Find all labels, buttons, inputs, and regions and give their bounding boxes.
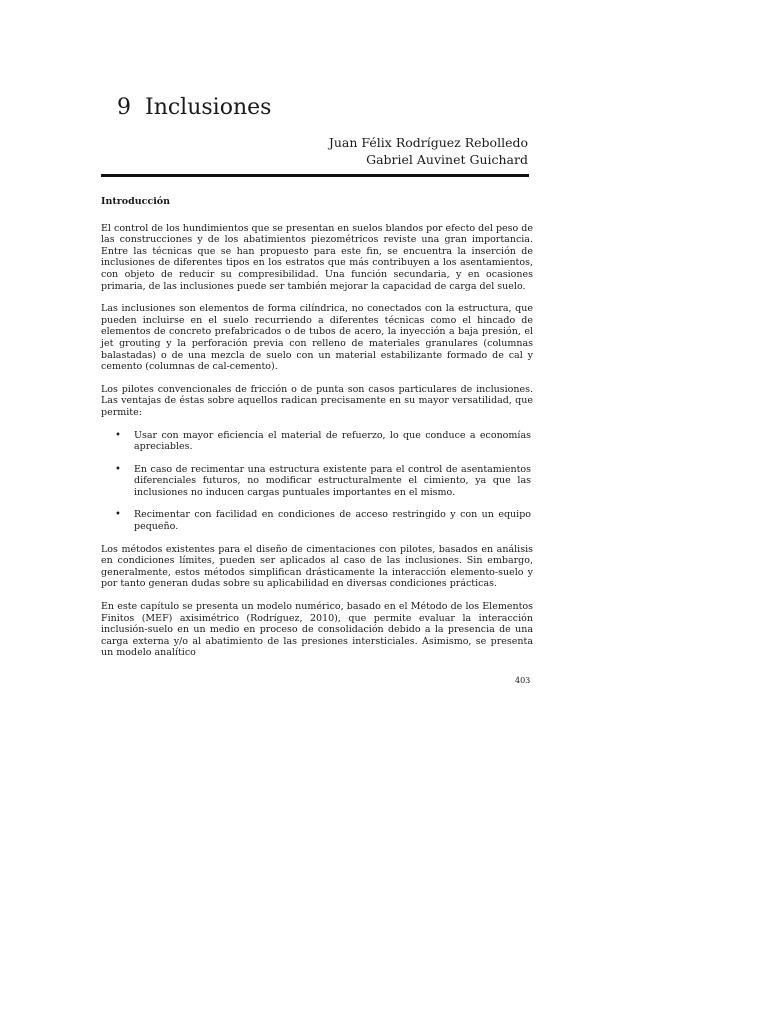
chapter-title	[117, 93, 271, 123]
list-item	[101, 464, 533, 499]
paragraph-3: Los pilotes convencionales de fricción o de punta son casos particulares de inclusiones. Las ventajas de éstas sobre aquellos radican precisamente en su mayor versatilidad, que permite:	[101, 383, 533, 418]
paragraph-4: Los métodos existentes para el diseño de cimentaciones con pilotes, basados en análisis en condiciones límites, pueden ser aplicados al caso de las inclusiones. Sin embargo, generalmente, estos métodos simplifican drásticamente la interacción elemento-suelo y por tanto generan dudas sobre su aplicabilidad en diversas condiciones prácticas.	[101, 543, 533, 590]
bullet-icon: •	[115, 429, 121, 441]
list-item	[101, 430, 533, 453]
authors-block	[329, 134, 528, 168]
author-2: Gabriel Auvinet Guichard	[366, 152, 528, 167]
author-1: Juan Félix Rodríguez Rebolledo	[328, 135, 528, 150]
page-number: 403	[515, 676, 531, 685]
chapter-number: 9	[117, 95, 131, 120]
paragraph-2: Las inclusiones son elementos de forma cilíndrica, no conectados con la estructura, que pueden incluirse en el suelo recurriendo a diferentes técnicas como el hincado de elementos de concreto prefabricados o de tubos de acero, la inyección a baja presión, el jet grouting y la perforación previa con relleno de materiales granulares (columnas balastadas) o de una mezcla de suelo con un material estabilizante formado de cal y cemento (columnas de cal-cemento).	[101, 303, 533, 373]
bullet-icon: •	[115, 463, 121, 475]
title-rule	[101, 174, 529, 177]
list-item	[101, 509, 533, 532]
paragraph-5: En este capítulo se presenta un modelo numérico, basado en el Método de los Elementos Finitos (MEF) axisimétrico (Rodríguez, 2010), que permite evaluar la interacción inclusión-suelo en un medio en proceso de consolidación debido a la presencia de una carga externa y/o al abatimiento de las presiones intersticiales. Asimismo, se presenta un modelo analítico	[101, 601, 533, 659]
bullet-list	[101, 430, 533, 533]
paragraph-1: El control de los hundimientos que se presentan en suelos blandos por efecto del peso de las construcciones y de los abatimientos piezométricos reviste una gran importancia. Entre las técnicas que se han propuesto para este fin, se encuentra la inserción de inclusiones de diferentes tipos en los estratos que más contribuyen a los asentamientos, con objeto de reducir su compresibilidad. Una función secundaria, y en ocasiones primaria, de las inclusiones puede ser también mejorar la capacidad de carga del suelo.	[101, 222, 533, 292]
bullet-icon: •	[115, 509, 121, 521]
list-item-text: En caso de recimentar una estructura existente para el control de asentamientos diferenciales futuros, no modificar estructuralmente el cimiento, ya que las inclusiones no inducen cargas puntuales importantes en el mismo.	[134, 463, 531, 498]
section-heading: Introducción	[101, 196, 171, 207]
list-item-text: Usar con mayor eficiencia el material de refuerzo, lo que conduce a economías apreciables.	[134, 429, 531, 453]
chapter-title-text: Inclusiones	[145, 95, 272, 120]
list-item-text: Recimentar con facilidad en condiciones de acceso restringido y con un equipo pequeño.	[134, 509, 531, 533]
body-text	[101, 196, 533, 670]
